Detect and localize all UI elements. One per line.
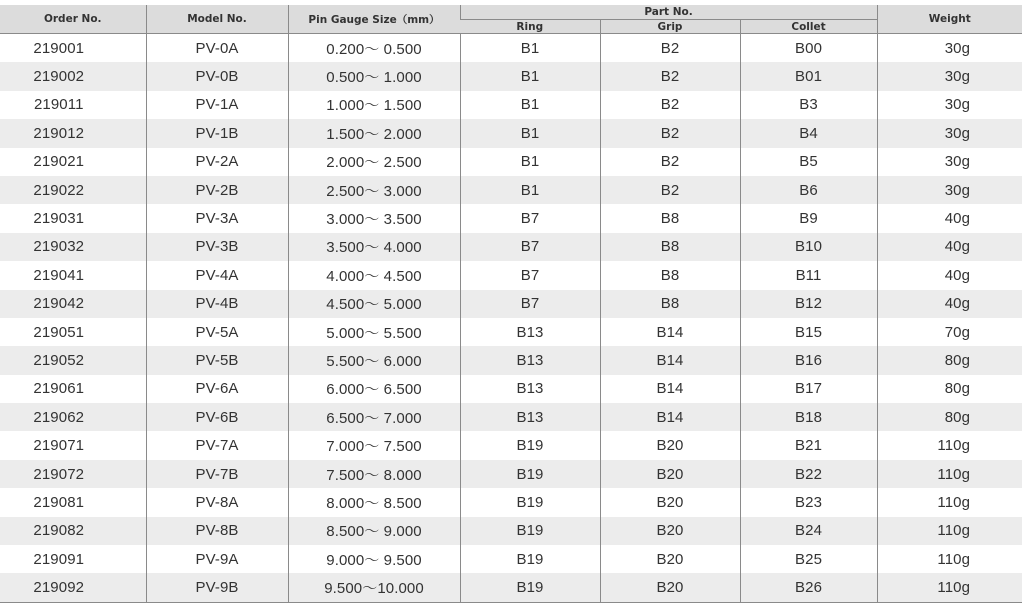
collet-part-cell: B25 <box>740 545 877 573</box>
header-weight: Weight <box>877 5 1022 34</box>
header-collet: Collet <box>740 20 877 34</box>
table-body <box>0 34 1022 603</box>
header-ring: Ring <box>460 20 600 34</box>
weight-cell: 110g <box>877 431 1022 459</box>
order-no-cell: 219041 <box>33 266 85 284</box>
collet-part-cell: B10 <box>740 233 877 261</box>
model-no-cell: PV-3B <box>146 233 288 261</box>
pin-gauge-size-cell: 4.500～ 5.000 <box>288 290 460 318</box>
grip-part-cell: B20 <box>600 460 740 488</box>
collet-part-cell: B16 <box>740 346 877 374</box>
table-row <box>0 375 1022 403</box>
collet-part-cell: B15 <box>740 318 877 346</box>
pin-gauge-size-cell: 9.500～10.000 <box>288 573 460 602</box>
pin-gauge-size-cell: 8.500～ 9.000 <box>288 517 460 545</box>
weight-cell: 40g <box>877 233 1022 261</box>
table-row <box>0 91 1022 119</box>
collet-part-cell: B11 <box>740 261 877 289</box>
ring-part-cell: B1 <box>460 62 600 90</box>
order-no-cell: 219052 <box>0 346 146 374</box>
header-pin-gauge-size: Pin Gauge Size（mm） <box>288 5 460 34</box>
ring-part-cell: B7 <box>460 233 600 261</box>
grip-part-cell: B8 <box>600 204 740 232</box>
grip-part-cell: B20 <box>600 573 740 602</box>
ring-part-cell: B19 <box>460 573 600 602</box>
pin-gauge-size-cell: 0.500～ 1.000 <box>288 62 460 90</box>
collet-part-cell: B23 <box>740 488 877 516</box>
ring-part-cell: B1 <box>460 119 600 147</box>
table-row <box>0 403 1022 431</box>
collet-part-cell: B26 <box>740 573 877 602</box>
grip-part-cell: B8 <box>600 261 740 289</box>
ring-part-cell: B7 <box>460 204 600 232</box>
header-order-no: Order No. <box>0 5 146 34</box>
grip-part-cell: B20 <box>600 431 740 459</box>
order-no-cell: 219071 <box>33 437 85 455</box>
table-row <box>0 204 1022 232</box>
collet-part-cell: B00 <box>740 34 877 63</box>
order-no-cell: 219032 <box>0 233 146 261</box>
ring-part-cell: B13 <box>460 346 600 374</box>
ring-part-cell: B1 <box>460 148 600 176</box>
grip-part-cell: B2 <box>600 176 740 204</box>
weight-cell: 110g <box>877 517 1022 545</box>
table-row <box>0 261 1022 289</box>
grip-part-cell: B8 <box>600 233 740 261</box>
model-no-cell: PV-6A <box>146 375 288 403</box>
grip-part-cell: B20 <box>600 517 740 545</box>
grip-part-cell: B2 <box>600 62 740 90</box>
order-no-cell: 219031 <box>33 210 85 228</box>
ring-part-cell: B7 <box>460 261 600 289</box>
ring-part-cell: B1 <box>460 34 600 63</box>
pin-gauge-size-cell: 4.000～ 4.500 <box>288 261 460 289</box>
order-no-cell: 219012 <box>0 119 146 147</box>
grip-part-cell: B2 <box>600 91 740 119</box>
table-row <box>0 34 1022 63</box>
grip-part-cell: B8 <box>600 290 740 318</box>
table-row <box>0 318 1022 346</box>
collet-part-cell: B01 <box>740 62 877 90</box>
header-part-no: Part No. <box>460 5 877 20</box>
pin-gauge-size-cell: 3.000～ 3.500 <box>288 204 460 232</box>
model-no-cell: PV-9B <box>146 573 288 602</box>
pin-gauge-size-cell: 2.000～ 2.500 <box>288 148 460 176</box>
header-grip: Grip <box>600 20 740 34</box>
model-no-cell: PV-8B <box>146 517 288 545</box>
table-row <box>0 545 1022 573</box>
pin-gauge-size-cell: 8.000～ 8.500 <box>288 488 460 516</box>
order-no-cell: 219001 <box>33 39 85 57</box>
table-row <box>0 460 1022 488</box>
model-no-cell: PV-2B <box>146 176 288 204</box>
weight-cell: 110g <box>877 488 1022 516</box>
weight-cell: 110g <box>877 573 1022 602</box>
weight-cell: 110g <box>877 460 1022 488</box>
model-no-cell: PV-0A <box>146 34 288 63</box>
ring-part-cell: B19 <box>460 488 600 516</box>
collet-part-cell: B24 <box>740 517 877 545</box>
ring-part-cell: B19 <box>460 460 600 488</box>
collet-part-cell: B3 <box>740 91 877 119</box>
order-no-cell: 219021 <box>33 153 85 171</box>
weight-cell: 30g <box>877 62 1022 90</box>
ring-part-cell: B1 <box>460 91 600 119</box>
model-no-cell: PV-3A <box>146 204 288 232</box>
table-row <box>0 488 1022 516</box>
table-row <box>0 119 1022 147</box>
grip-part-cell: B14 <box>600 375 740 403</box>
header-model-no: Model No. <box>146 5 288 34</box>
weight-cell: 30g <box>877 119 1022 147</box>
model-no-cell: PV-4A <box>146 261 288 289</box>
model-no-cell: PV-7B <box>146 460 288 488</box>
order-no-cell: 219042 <box>0 290 146 318</box>
collet-part-cell: B12 <box>740 290 877 318</box>
table-row <box>0 517 1022 545</box>
order-no-cell: 219051 <box>33 323 85 341</box>
ring-part-cell: B19 <box>460 431 600 459</box>
table-row <box>0 290 1022 318</box>
collet-part-cell: B18 <box>740 403 877 431</box>
model-no-cell: PV-5A <box>146 318 288 346</box>
weight-cell: 70g <box>877 318 1022 346</box>
collet-part-cell: B4 <box>740 119 877 147</box>
weight-cell: 30g <box>877 148 1022 176</box>
model-no-cell: PV-8A <box>146 488 288 516</box>
ring-part-cell: B7 <box>460 290 600 318</box>
pin-vise-spec-table <box>0 5 1022 603</box>
table-row <box>0 573 1022 602</box>
model-no-cell: PV-6B <box>146 403 288 431</box>
order-no-cell: 219082 <box>0 517 146 545</box>
table-row <box>0 346 1022 374</box>
weight-cell: 80g <box>877 375 1022 403</box>
table-header <box>0 5 1022 34</box>
pin-gauge-size-cell: 5.500～ 6.000 <box>288 346 460 374</box>
ring-part-cell: B1 <box>460 176 600 204</box>
ring-part-cell: B13 <box>460 318 600 346</box>
order-no-cell: 219002 <box>0 62 146 90</box>
pin-gauge-size-cell: 1.000～ 1.500 <box>288 91 460 119</box>
table-row <box>0 148 1022 176</box>
ring-part-cell: B13 <box>460 403 600 431</box>
order-no-cell: 219011 <box>33 96 84 114</box>
pin-gauge-size-cell: 0.200～ 0.500 <box>288 34 460 63</box>
collet-part-cell: B22 <box>740 460 877 488</box>
weight-cell: 40g <box>877 204 1022 232</box>
model-no-cell: PV-4B <box>146 290 288 318</box>
table-row <box>0 62 1022 90</box>
weight-cell: 80g <box>877 346 1022 374</box>
pin-gauge-size-cell: 6.500～ 7.000 <box>288 403 460 431</box>
model-no-cell: PV-9A <box>146 545 288 573</box>
grip-part-cell: B14 <box>600 318 740 346</box>
pin-gauge-size-cell: 9.000～ 9.500 <box>288 545 460 573</box>
weight-cell: 80g <box>877 403 1022 431</box>
pin-gauge-size-cell: 2.500～ 3.000 <box>288 176 460 204</box>
grip-part-cell: B14 <box>600 403 740 431</box>
collet-part-cell: B21 <box>740 431 877 459</box>
weight-cell: 40g <box>877 290 1022 318</box>
pin-gauge-size-cell: 7.000～ 7.500 <box>288 431 460 459</box>
ring-part-cell: B19 <box>460 545 600 573</box>
ring-part-cell: B19 <box>460 517 600 545</box>
grip-part-cell: B20 <box>600 545 740 573</box>
grip-part-cell: B2 <box>600 148 740 176</box>
weight-cell: 110g <box>877 545 1022 573</box>
model-no-cell: PV-1A <box>146 91 288 119</box>
grip-part-cell: B20 <box>600 488 740 516</box>
table-row <box>0 176 1022 204</box>
order-no-cell: 219091 <box>33 550 85 568</box>
pin-gauge-size-cell: 6.000～ 6.500 <box>288 375 460 403</box>
pin-gauge-size-cell: 1.500～ 2.000 <box>288 119 460 147</box>
model-no-cell: PV-0B <box>146 62 288 90</box>
pin-gauge-size-cell: 5.000～ 5.500 <box>288 318 460 346</box>
weight-cell: 40g <box>877 261 1022 289</box>
order-no-cell: 219022 <box>0 176 146 204</box>
grip-part-cell: B2 <box>600 34 740 63</box>
model-no-cell: PV-2A <box>146 148 288 176</box>
collet-part-cell: B17 <box>740 375 877 403</box>
order-no-cell: 219061 <box>33 380 85 398</box>
collet-part-cell: B6 <box>740 176 877 204</box>
order-no-cell: 219092 <box>0 573 146 602</box>
weight-cell: 30g <box>877 176 1022 204</box>
pin-gauge-size-cell: 3.500～ 4.000 <box>288 233 460 261</box>
weight-cell: 30g <box>877 34 1022 63</box>
model-no-cell: PV-7A <box>146 431 288 459</box>
grip-part-cell: B2 <box>600 119 740 147</box>
pin-gauge-size-cell: 7.500～ 8.000 <box>288 460 460 488</box>
model-no-cell: PV-1B <box>146 119 288 147</box>
order-no-cell: 219062 <box>0 403 146 431</box>
order-no-cell: 219081 <box>33 493 85 511</box>
collet-part-cell: B9 <box>740 204 877 232</box>
model-no-cell: PV-5B <box>146 346 288 374</box>
table-row <box>0 431 1022 459</box>
order-no-cell: 219072 <box>0 460 146 488</box>
weight-cell: 30g <box>877 91 1022 119</box>
grip-part-cell: B14 <box>600 346 740 374</box>
collet-part-cell: B5 <box>740 148 877 176</box>
table-row <box>0 233 1022 261</box>
ring-part-cell: B13 <box>460 375 600 403</box>
